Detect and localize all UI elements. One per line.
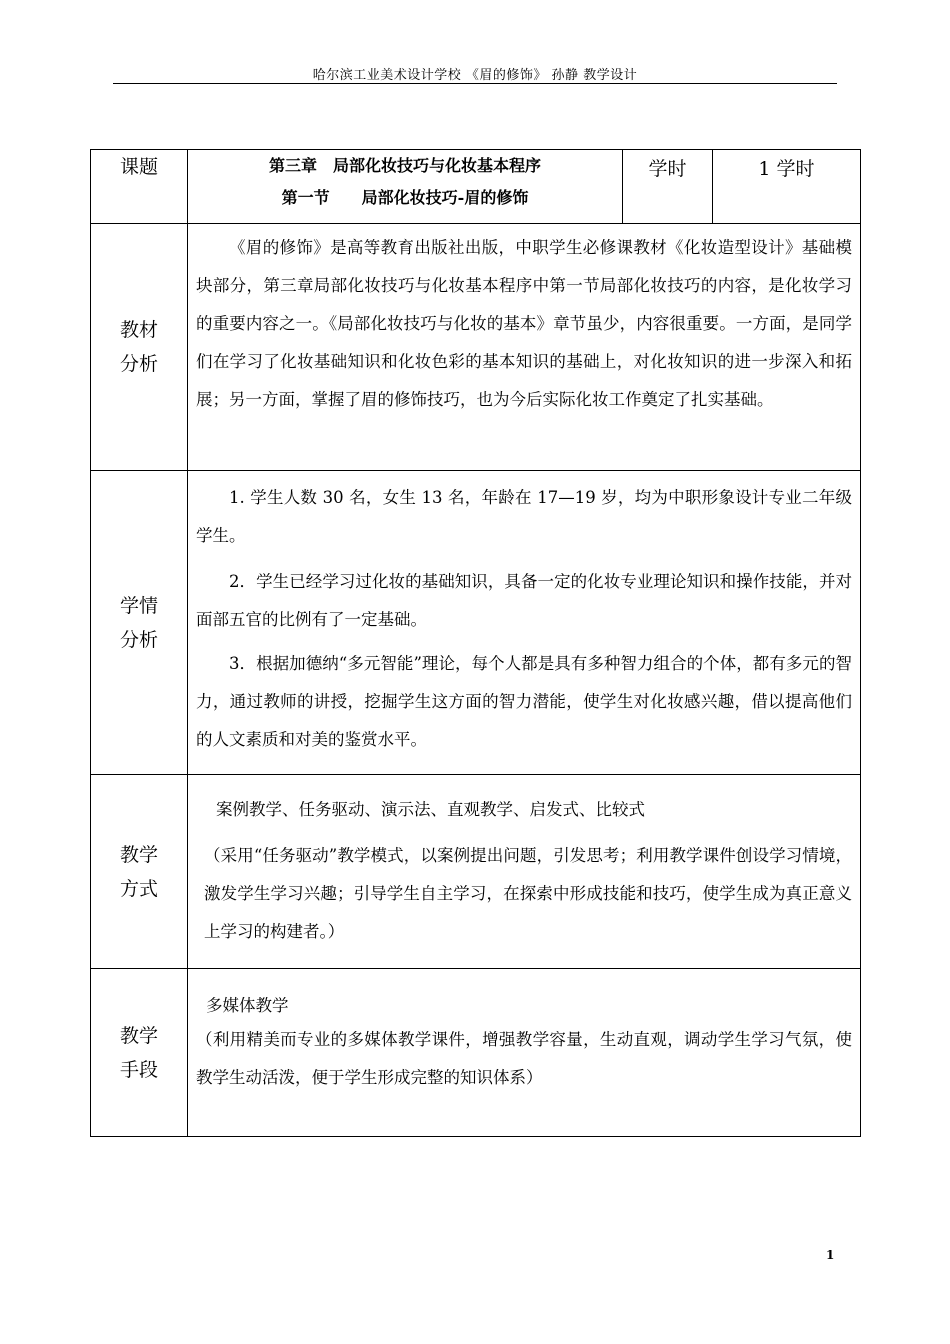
method-row bbox=[91, 775, 861, 969]
hours-value: 1 学时 bbox=[758, 158, 815, 180]
means-line: 多媒体教学 bbox=[206, 996, 289, 1015]
header-rule bbox=[113, 83, 837, 84]
material-content-cell bbox=[188, 224, 861, 471]
students-item-1: 1. 学生人数 30 名，女生 13 名，年龄在 17—19 岁，均为中职形象设计专业二年级学生。 bbox=[196, 488, 852, 545]
means-label-2: 手段 bbox=[119, 1058, 158, 1081]
hours-label: 学时 bbox=[648, 158, 687, 180]
topic-title-cell bbox=[188, 150, 623, 224]
method-label-cell bbox=[91, 775, 188, 969]
material-row bbox=[91, 224, 861, 471]
students-label-1: 学情 bbox=[119, 594, 158, 617]
material-label-2: 分析 bbox=[119, 353, 158, 375]
method-label-2: 方式 bbox=[119, 877, 158, 900]
students-row bbox=[91, 471, 861, 775]
means-note: （利用精美而专业的多媒体教学课件，增强教学容量，生动直观，调动学生学习气氛，使教学生动活泼，便于学生形成完整的知识体系） bbox=[196, 1030, 852, 1087]
students-content-cell bbox=[188, 471, 861, 775]
section-title: 第一节 局部化妆技巧-眉的修饰 bbox=[281, 188, 529, 207]
topic-label: 课题 bbox=[119, 156, 158, 178]
method-content-cell bbox=[188, 775, 861, 969]
page-header: 哈尔滨工业美术设计学校 《眉的修饰》 孙静 教学设计 bbox=[312, 68, 638, 83]
material-label-cell bbox=[91, 224, 188, 471]
chapter-title: 第三章 局部化妆技巧与化妆基本程序 bbox=[268, 156, 541, 175]
hours-value-cell bbox=[713, 150, 861, 224]
hours-label-cell bbox=[623, 150, 713, 224]
topic-label-cell bbox=[91, 150, 188, 224]
students-item-2: 2．学生已经学习过化妆的基础知识，具备一定的化妆专业理论知识和操作技能，并对面部五官的比例有了一定基础。 bbox=[196, 572, 852, 629]
students-label-cell bbox=[91, 471, 188, 775]
page-number: 1 bbox=[826, 1248, 835, 1262]
method-list: 案例教学、任务驱动、演示法、直观教学、启发式、比较式 bbox=[216, 800, 645, 819]
material-text: 《眉的修饰》是高等教育出版社出版，中职学生必修课教材《化妆造型设计》基础模块部分，第三章局部化妆技巧与化妆基本程序中第一节局部化妆技巧的内容，是化妆学习的重要内容之一。《局部化妆技巧与化妆的基本》章节虽少，内容很重要。一方面，是同学们在学习了化妆基础知识和化妆色彩的基本知识的基础上，对化妆知识的进一步深入和拓展；另一方面，掌握了眉的修饰技巧，也为今后实际化妆工作奠定了扎实基础。 bbox=[196, 238, 852, 409]
material-label-1: 教材 bbox=[119, 319, 158, 341]
means-row bbox=[91, 969, 861, 1137]
method-label-1: 教学 bbox=[119, 843, 158, 866]
topic-row bbox=[91, 150, 861, 224]
students-item-3: 3．根据加德纳“多元智能”理论，每个人都是具有多种智力组合的个体，都有多元的智力，通过教师的讲授，挖掘学生这方面的智力潜能，使学生对化妆感兴趣，借以提高他们的人文素质和对美的鉴赏水平。 bbox=[196, 654, 852, 749]
means-content-cell bbox=[188, 969, 861, 1137]
means-label-cell bbox=[91, 969, 188, 1137]
method-note: （采用“任务驱动”教学模式，以案例提出问题，引发思考；利用教学课件创设学习情境，激发学生学习兴趣；引导学生自主学习，在探索中形成技能和技巧，使学生成为真正意义上学习的构建者。） bbox=[204, 846, 852, 941]
means-label-1: 教学 bbox=[119, 1024, 158, 1047]
students-label-2: 分析 bbox=[119, 628, 158, 651]
lesson-plan-table bbox=[90, 149, 861, 1137]
